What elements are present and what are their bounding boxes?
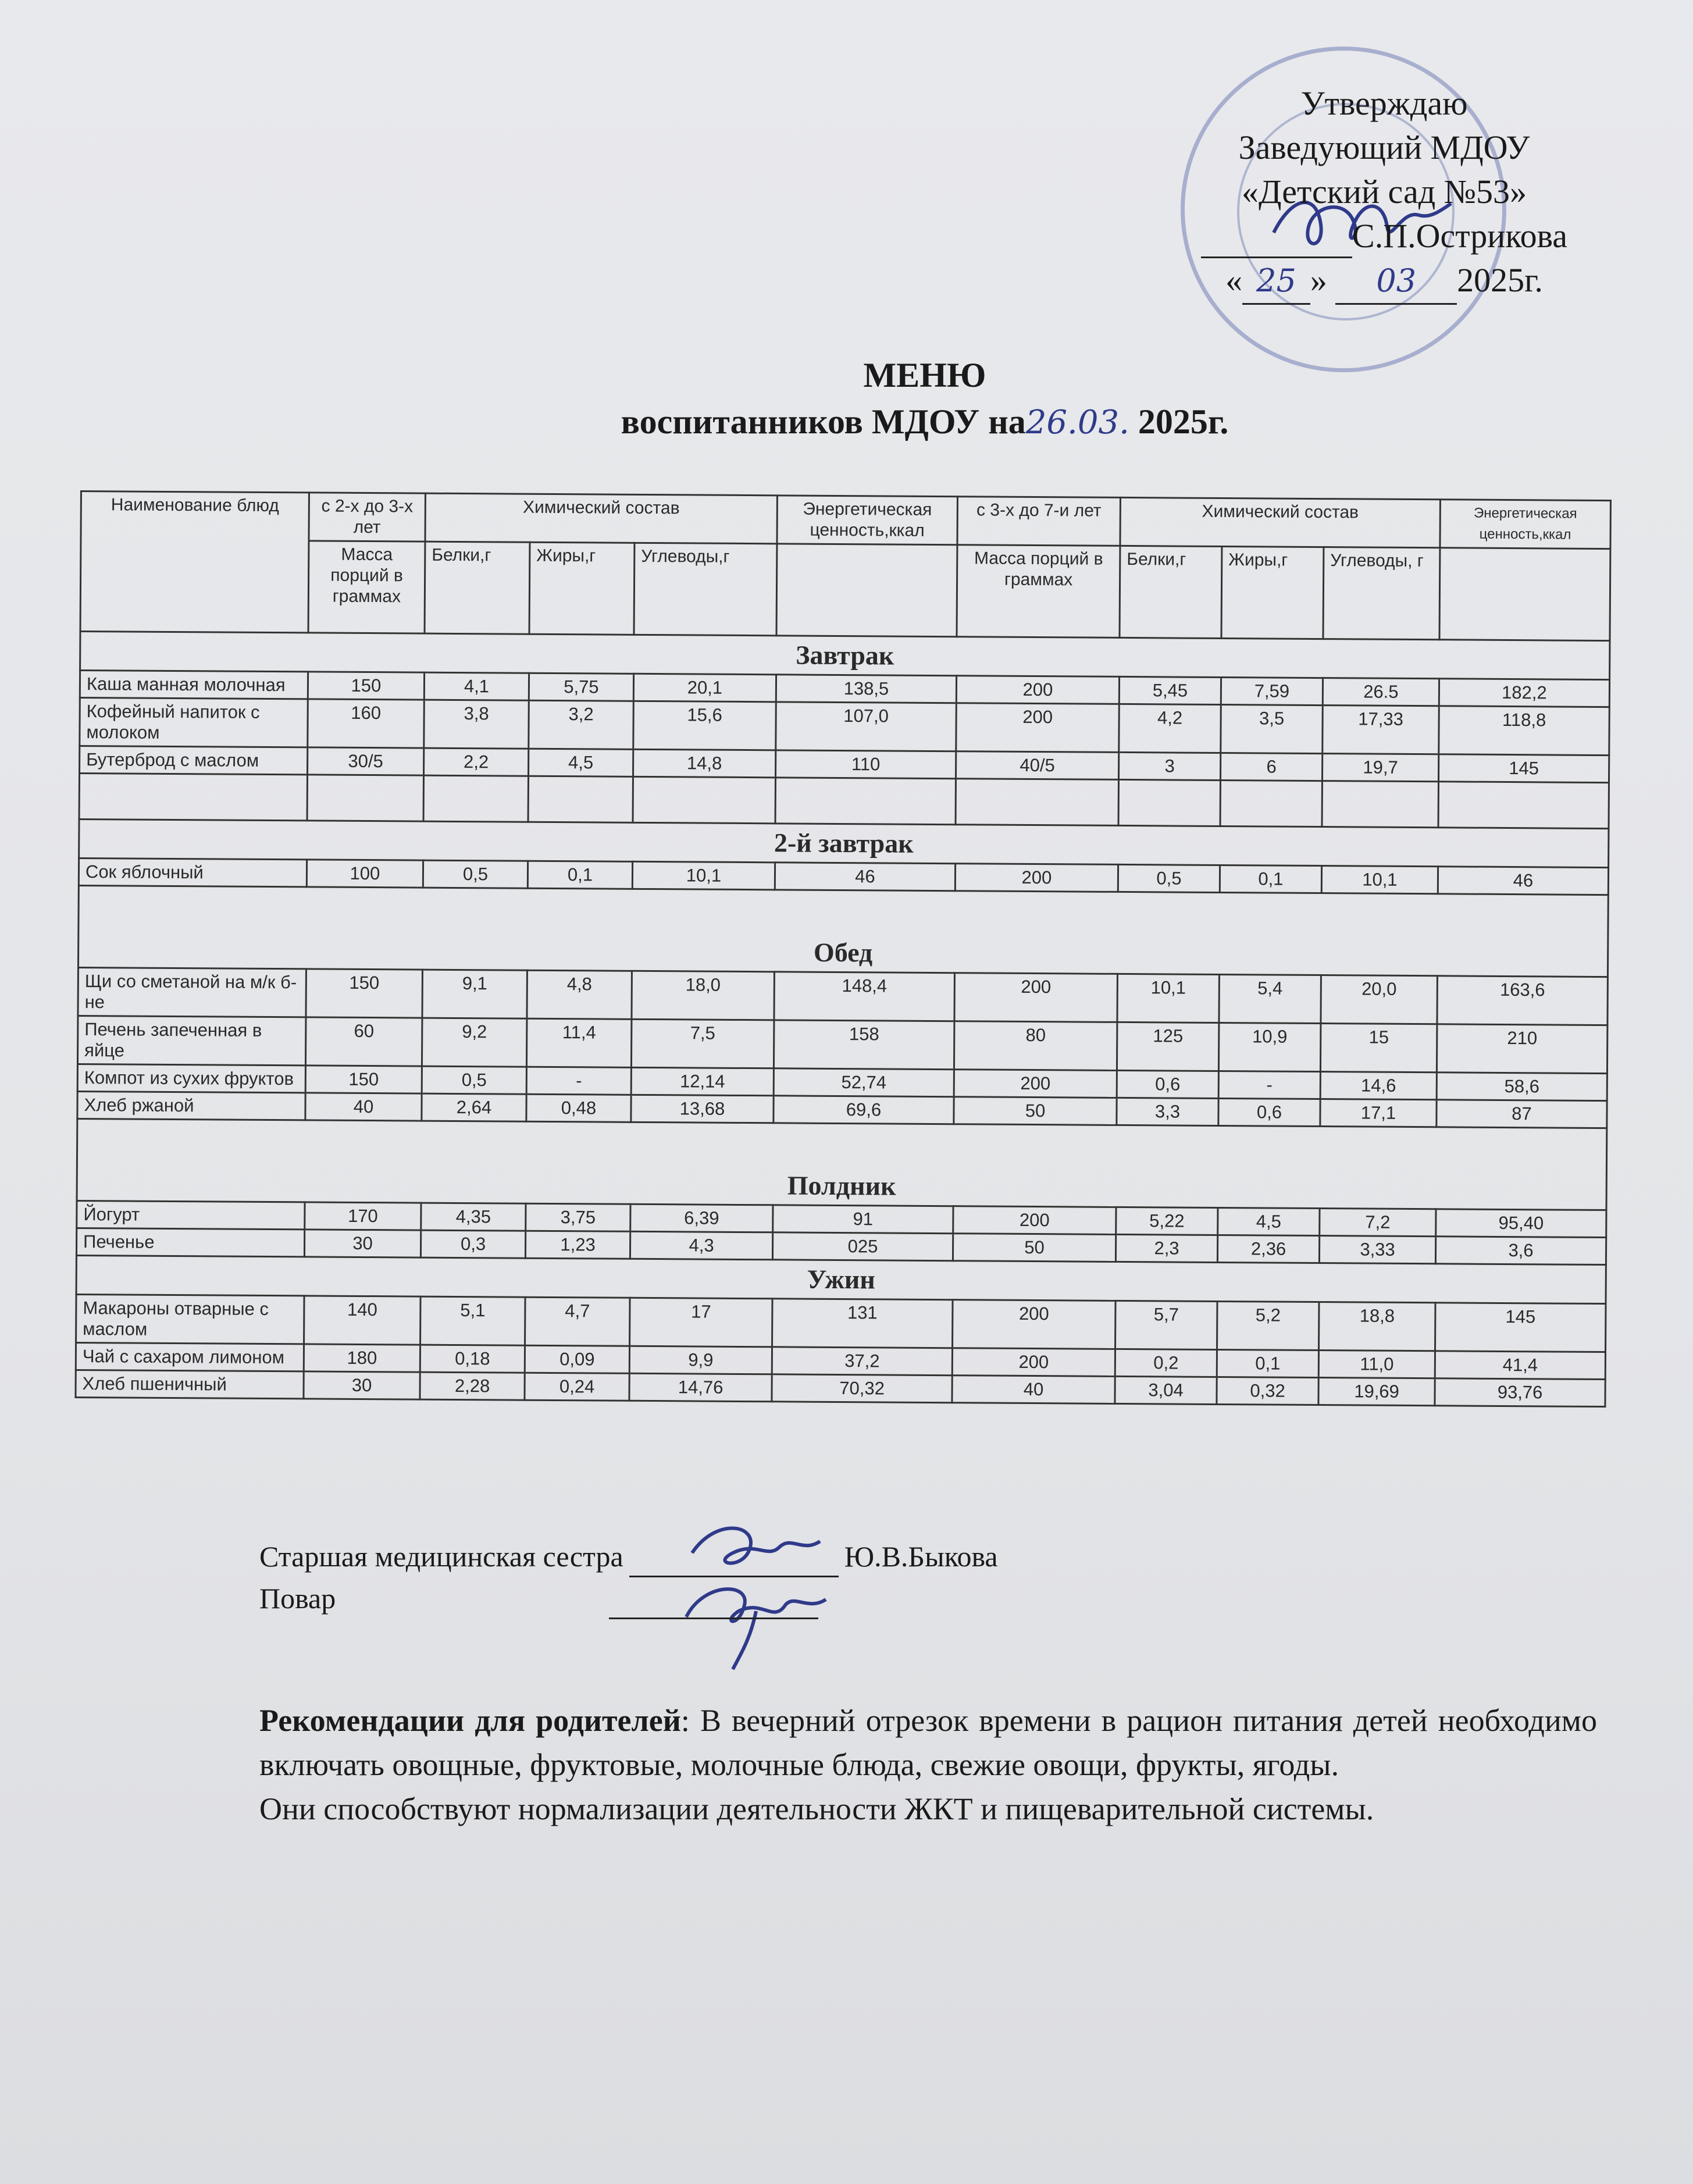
approval-block <box>1181 81 1588 305</box>
value-cell: 20,0 <box>1321 975 1438 1024</box>
recs-heading: Рекомендации для родителей <box>259 1703 681 1738</box>
recs-text2: Они способствуют нормализации деятельности ЖКТ и пищеварительной системы. <box>259 1791 1374 1826</box>
section-title: 2-й завтрак <box>79 819 1609 867</box>
approval-month: 03 <box>1335 259 1457 305</box>
value-cell: 4,2 <box>1119 704 1221 753</box>
value-cell: 3,3 <box>1117 1098 1218 1125</box>
value-cell: 20,1 <box>633 674 776 701</box>
value-cell: 15,6 <box>633 701 776 750</box>
value-cell: 180 <box>304 1344 420 1372</box>
value-cell: 131 <box>772 1299 953 1348</box>
header-chem: Химический состав <box>425 493 777 544</box>
value-cell: 9,2 <box>422 1018 527 1067</box>
value-cell: 14,6 <box>1320 1072 1437 1100</box>
document-title <box>0 352 1693 446</box>
header-name: Наименование блюд <box>80 491 309 633</box>
value-cell: 0,3 <box>420 1230 525 1258</box>
value-cell: 200 <box>956 703 1120 753</box>
header-energy2-blank <box>1439 548 1610 641</box>
value-cell: 10,1 <box>1321 866 1438 894</box>
value-cell: 40 <box>305 1093 422 1121</box>
value-cell: 100 <box>306 860 423 888</box>
value-cell: 3 <box>1118 752 1220 780</box>
value-cell: 6 <box>1220 753 1322 781</box>
value-cell: 7,59 <box>1221 677 1323 705</box>
value-cell: 30 <box>304 1230 420 1257</box>
value-cell: 163,6 <box>1437 976 1608 1025</box>
value-cell: 1,23 <box>525 1231 630 1259</box>
value-cell: 17,1 <box>1320 1099 1437 1127</box>
blank-cell <box>423 775 528 822</box>
value-cell: 10,1 <box>632 861 775 889</box>
approval-line1: Утверждаю <box>1300 84 1468 122</box>
header-carbs: Углеводы,г <box>634 543 777 635</box>
header-mass: Масса порций в граммах <box>308 541 425 633</box>
value-cell: 7,5 <box>631 1019 774 1068</box>
value-cell: - <box>526 1067 631 1095</box>
value-cell: 200 <box>953 1206 1116 1235</box>
blank-cell <box>1220 780 1322 826</box>
value-cell: 5,45 <box>1119 676 1221 704</box>
value-cell: 0,5 <box>422 1066 526 1094</box>
section-row-lunch <box>78 885 1608 977</box>
value-cell: 15 <box>1320 1024 1437 1073</box>
value-cell: 37,2 <box>772 1347 952 1376</box>
value-cell: 148,4 <box>774 972 955 1021</box>
date-close-quote: » <box>1310 261 1327 299</box>
dish-name-cell: Сок яблочный <box>79 858 306 886</box>
blank-cell <box>633 776 775 823</box>
value-cell: 11,4 <box>526 1018 632 1067</box>
value-cell: 125 <box>1117 1022 1219 1071</box>
value-cell: 18,8 <box>1319 1302 1436 1351</box>
value-cell: 138,5 <box>776 675 956 703</box>
value-cell: 58,6 <box>1437 1073 1607 1101</box>
dish-name-cell: Печень запеченная в яйце <box>77 1016 305 1065</box>
value-cell: 0,09 <box>525 1345 629 1373</box>
blank-cell <box>79 774 307 821</box>
value-cell: 91 <box>773 1205 953 1234</box>
value-cell: 30 <box>304 1371 420 1399</box>
section-title: Ужин <box>76 1255 1606 1303</box>
blank-cell <box>528 776 633 822</box>
date-open-quote: « <box>1225 261 1243 299</box>
value-cell: 0,5 <box>423 860 527 888</box>
value-cell: 200 <box>956 676 1119 704</box>
section-title: Полдник <box>77 1118 1607 1210</box>
value-cell: 10,9 <box>1218 1022 1321 1071</box>
value-cell: 52,74 <box>774 1068 954 1097</box>
value-cell: 0,1 <box>527 861 632 889</box>
header-protein: Белки,г <box>425 541 530 634</box>
value-cell: 0,5 <box>1118 864 1220 892</box>
value-cell: 5,2 <box>1217 1301 1320 1350</box>
value-cell: 41,4 <box>1435 1351 1605 1380</box>
footer-signatures <box>259 1535 998 1619</box>
value-cell: 118,8 <box>1439 706 1610 756</box>
dish-name-cell: Кофейный напиток с молоком <box>80 698 308 747</box>
blank-cell <box>307 775 423 821</box>
value-cell: 4,3 <box>630 1231 772 1259</box>
value-cell: 17 <box>630 1298 773 1346</box>
recommendations <box>259 1698 1597 1831</box>
nurse-label: Старшая медицинская сестра <box>259 1540 623 1573</box>
value-cell: 26.5 <box>1323 678 1439 706</box>
value-cell: 182,2 <box>1439 679 1609 707</box>
value-cell: 145 <box>1438 754 1609 783</box>
title-line1: МЕНЮ <box>863 356 986 394</box>
value-cell: 5,1 <box>420 1296 526 1345</box>
dish-name-cell: Бутерброд с маслом <box>80 746 308 775</box>
value-cell: 3,6 <box>1435 1237 1606 1265</box>
header-fat: Жиры,г <box>529 542 635 635</box>
approval-day: 25 <box>1242 259 1310 305</box>
dish-name-cell: Хлеб пшеничный <box>76 1370 304 1398</box>
value-cell: 2,3 <box>1115 1234 1217 1262</box>
value-cell: 4,8 <box>527 970 632 1019</box>
value-cell: 107,0 <box>776 702 957 751</box>
title-suffix: 2025г. <box>1138 402 1229 441</box>
nurse-sign-line <box>629 1545 839 1577</box>
value-cell: 87 <box>1437 1100 1607 1128</box>
value-cell: 2,36 <box>1217 1235 1319 1263</box>
value-cell: - <box>1218 1071 1320 1099</box>
value-cell: 0,6 <box>1117 1070 1218 1098</box>
header-energy-blank <box>776 544 957 637</box>
value-cell: 0,24 <box>525 1373 629 1401</box>
value-cell: 14,76 <box>629 1373 772 1401</box>
dish-name-cell: Компот из сухих фруктов <box>77 1064 305 1092</box>
section-title: Обед <box>78 885 1608 977</box>
value-cell: 3,2 <box>529 700 634 749</box>
value-cell: 158 <box>774 1020 954 1070</box>
value-cell: 60 <box>305 1017 422 1066</box>
value-cell: 5,22 <box>1116 1207 1218 1235</box>
value-cell: 200 <box>953 1300 1116 1349</box>
value-cell: 2,28 <box>420 1372 525 1400</box>
blank-cell <box>1118 779 1220 826</box>
blank-cell <box>1438 782 1609 829</box>
value-cell: 9,1 <box>422 970 527 1018</box>
blank-cell <box>775 778 956 825</box>
value-cell: 150 <box>306 969 423 1018</box>
table-row <box>80 698 1609 756</box>
dish-name-cell: Печенье <box>76 1228 304 1256</box>
value-cell: 3,33 <box>1319 1236 1435 1264</box>
cook-sign-line <box>609 1587 818 1619</box>
value-cell: 3,8 <box>424 700 529 749</box>
value-cell: 70,32 <box>772 1374 952 1403</box>
value-cell: 4,35 <box>421 1203 526 1231</box>
value-cell: 0,1 <box>1220 865 1321 893</box>
value-cell: 50 <box>953 1234 1115 1262</box>
value-cell: 5,7 <box>1115 1301 1218 1349</box>
value-cell: 46 <box>1438 867 1608 895</box>
header-age-old: с 3-х до 7-и лет <box>957 497 1121 546</box>
blank-cell <box>956 779 1118 826</box>
value-cell: 5,75 <box>529 673 633 701</box>
value-cell: 95,40 <box>1436 1209 1606 1238</box>
value-cell: 4,5 <box>1218 1207 1320 1235</box>
value-cell: 19,7 <box>1322 754 1438 782</box>
value-cell: 80 <box>954 1021 1117 1071</box>
value-cell: 93,76 <box>1435 1378 1605 1407</box>
dish-name-cell: Йогурт <box>77 1200 305 1229</box>
value-cell: 3,5 <box>1221 704 1323 753</box>
value-cell: 69,6 <box>774 1096 954 1124</box>
header-mass2: Масса порций в граммах <box>957 545 1120 638</box>
value-cell: 145 <box>1435 1303 1606 1352</box>
table-row <box>76 1294 1606 1352</box>
value-cell: 2,2 <box>424 748 529 776</box>
value-cell: 14,8 <box>633 749 776 777</box>
value-cell: 170 <box>305 1202 421 1230</box>
value-cell: 150 <box>308 672 424 700</box>
value-cell: 50 <box>954 1097 1117 1125</box>
value-cell: 4,1 <box>424 672 529 700</box>
value-cell: 200 <box>954 1070 1117 1098</box>
value-cell: 10,1 <box>1117 974 1220 1022</box>
value-cell: 200 <box>952 1348 1115 1377</box>
value-cell: 11,0 <box>1318 1351 1435 1378</box>
value-cell: 6,39 <box>630 1204 773 1232</box>
value-cell: 0,2 <box>1115 1349 1217 1377</box>
value-cell: 5,4 <box>1219 974 1321 1023</box>
value-cell: 110 <box>776 750 956 779</box>
recs-text: : В вечерний отрезок времени в рацион питания детей необходимо включать овощные, фруктовые, молочные блюда, свежие овощи, фрукты, ягоды. <box>259 1703 1597 1782</box>
value-cell: 0,32 <box>1217 1377 1318 1405</box>
header-chem2: Химический состав <box>1120 497 1440 547</box>
value-cell: 40/5 <box>956 751 1119 780</box>
section-row-snack <box>77 1118 1607 1210</box>
approval-line3: «Детский сад №53» <box>1241 173 1527 211</box>
blank-cell <box>1322 781 1438 828</box>
value-cell: 0,18 <box>420 1345 525 1373</box>
value-cell: 3,04 <box>1115 1376 1217 1404</box>
dish-name-cell: Макароны отварные с маслом <box>76 1294 304 1344</box>
header-fat2: Жиры,г <box>1221 546 1324 639</box>
signature-line <box>1201 227 1352 258</box>
table-row <box>77 1016 1607 1073</box>
value-cell: 160 <box>308 699 425 748</box>
value-cell: 140 <box>304 1296 421 1345</box>
value-cell: 46 <box>775 863 955 891</box>
menu-table <box>74 490 1611 1408</box>
value-cell: 0,48 <box>526 1094 631 1122</box>
header-protein2: Белки,г <box>1120 546 1222 638</box>
header-carbs2: Углеводы, г <box>1323 547 1440 640</box>
value-cell: 19,69 <box>1318 1378 1435 1406</box>
value-cell: 30/5 <box>308 747 424 775</box>
value-cell: 17,33 <box>1323 706 1439 754</box>
value-cell: 0,1 <box>1217 1349 1318 1377</box>
value-cell: 025 <box>772 1232 953 1261</box>
title-prefix: воспитанников МДОУ на <box>621 402 1026 441</box>
approval-year: 2025г. <box>1457 261 1543 299</box>
value-cell: 200 <box>955 864 1118 892</box>
value-cell: 3,75 <box>526 1203 630 1231</box>
value-cell: 12,14 <box>631 1067 774 1095</box>
dish-name-cell: Хлеб ржаной <box>77 1091 305 1120</box>
value-cell: 40 <box>952 1376 1115 1404</box>
value-cell: 210 <box>1437 1024 1608 1074</box>
cook-label: Повар <box>259 1582 336 1615</box>
nurse-name: Ю.В.Быкова <box>844 1540 998 1573</box>
value-cell: 0,6 <box>1218 1098 1320 1126</box>
value-cell: 2,64 <box>422 1093 526 1121</box>
dish-name-cell: Чай с сахаром лимоном <box>76 1342 304 1371</box>
dish-name-cell: Каша манная молочная <box>80 671 308 699</box>
value-cell: 9,9 <box>629 1346 772 1374</box>
header-energy: Энергетическая ценность,ккал <box>777 496 958 545</box>
section-title: Завтрак <box>80 632 1610 680</box>
title-date: 26.03. <box>1025 404 1129 441</box>
value-cell: 4,5 <box>529 749 633 776</box>
value-cell: 200 <box>954 973 1118 1022</box>
header-energy2: Энергетическая ценность,ккал <box>1440 500 1611 549</box>
value-cell: 18,0 <box>632 971 775 1020</box>
approval-signer: С.П.Острикова <box>1352 217 1567 255</box>
value-cell: 7,2 <box>1320 1209 1436 1237</box>
value-cell: 13,68 <box>631 1095 774 1123</box>
value-cell: 150 <box>305 1066 422 1093</box>
approval-line2: Заведующий МДОУ <box>1238 129 1530 166</box>
value-cell: 4,7 <box>525 1297 630 1346</box>
dish-name-cell: Щи со сметаной на м/к б-не <box>78 967 306 1017</box>
table-row <box>78 967 1608 1025</box>
header-age-young: с 2-х до 3-х лет <box>309 493 426 541</box>
